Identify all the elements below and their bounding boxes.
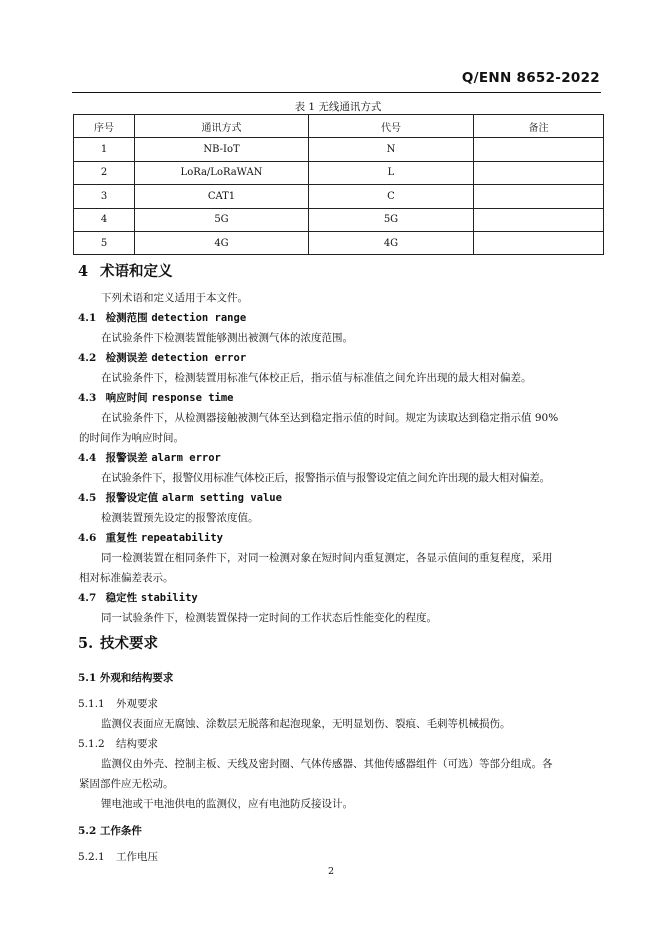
term-name-cn: 稳定性: [105, 592, 138, 604]
table-header-cell: 代号: [309, 115, 474, 138]
section-5-heading: [78, 632, 158, 653]
table-cell: [474, 208, 604, 231]
term-4-6-definition-line1: 同一检测装置在相同条件下，对同一检测对象在短时间内重复测定，各显示值间的重复程度，采用: [101, 552, 553, 564]
section-title: 技术要求: [100, 635, 158, 652]
wireless-communication-table: [73, 114, 604, 255]
table-row: [74, 138, 604, 161]
term-name-cn: 检测误差: [105, 352, 148, 364]
table-row: [74, 185, 604, 208]
section-title: 结构要求: [116, 738, 158, 750]
term-4-6-definition-line2: 相对标准偏差表示。: [79, 572, 174, 584]
section-number: 5.: [78, 635, 94, 652]
term-4-5-heading: [78, 490, 282, 505]
term-number: 4.5: [78, 492, 97, 504]
term-4-3-heading: [78, 390, 234, 405]
term-name-en: alarm setting value: [161, 492, 282, 504]
term-4-4-definition: 在试验条件下，报警仪用标准气体校正后，报警指示值与报警设定值之间允许出现的最大相对偏差。: [101, 472, 550, 484]
table-cell: [474, 185, 604, 208]
term-name-en: alarm error: [151, 452, 221, 464]
section-5-2-1-heading: [78, 849, 158, 864]
section-5-1-1-heading: [78, 696, 158, 711]
section-4-intro: 下列术语和定义适用于本文件。: [101, 292, 248, 304]
term-4-4-heading: [78, 450, 221, 465]
term-number: 4.7: [78, 592, 97, 604]
section-title: 工作电压: [116, 851, 158, 863]
table-cell: 4G: [135, 231, 309, 254]
table-cell: 5G: [135, 208, 309, 231]
section-number: 4: [78, 263, 89, 280]
table-cell: N: [309, 138, 474, 161]
term-number: 4.1: [78, 312, 97, 324]
table-cell: 2: [74, 161, 135, 184]
term-name-cn: 检测范围: [105, 312, 148, 324]
section-5-1-2-heading: [78, 736, 158, 751]
section-5-1-2-body-line1: 监测仪由外壳、控制主板、天线及密封圈、气体传感器、其他传感器组件（可选）等部分组成。各: [101, 758, 553, 770]
term-name-en: response time: [151, 392, 234, 404]
table-header-cell: 序号: [74, 115, 135, 138]
table-cell: NB-IoT: [135, 138, 309, 161]
term-4-5-definition: 检测装置预先设定的报警浓度值。: [101, 512, 259, 524]
table-header-cell: 通讯方式: [135, 115, 309, 138]
document-number: Q/ENN 8652-2022: [461, 70, 600, 86]
table-cell: 5: [74, 231, 135, 254]
section-5-2-heading: [78, 823, 142, 838]
term-4-3-definition-line2: 的时间作为响应时间。: [79, 432, 184, 444]
table-row: [74, 161, 604, 184]
table-cell: [474, 231, 604, 254]
table-cell: [474, 161, 604, 184]
section-4-heading: [78, 260, 173, 281]
section-title: 工作条件: [99, 825, 142, 837]
term-name-en: stability: [140, 592, 198, 604]
section-number: 5.2: [78, 825, 97, 837]
term-name-en: detection error: [151, 352, 247, 364]
term-name-en: detection range: [151, 312, 247, 324]
term-4-3-definition-line1: 在试验条件下，从检测器接触被测气体至达到稳定指示值的时间。规定为读取达到稳定指示值 90%: [101, 412, 559, 424]
term-name-cn: 响应时间: [105, 392, 148, 404]
term-name-cn: 报警设定值: [105, 492, 159, 504]
table-caption: 表 1 无线通讯方式: [294, 101, 382, 113]
section-5-1-1-body: 监测仪表面应无腐蚀、涂数层无脱落和起泡现象，无明显划伤、裂痕、毛刺等机械损伤。: [101, 718, 511, 730]
section-5-1-heading: [78, 670, 173, 685]
table-cell: 4G: [309, 231, 474, 254]
term-number: 4.2: [78, 352, 97, 364]
table-cell: L: [309, 161, 474, 184]
section-title: 外观要求: [116, 698, 158, 710]
section-5-1-2-body-para2: 锂电池或干电池供电的监测仪，应有电池防反接设计。: [101, 798, 353, 810]
term-4-7-definition: 同一试验条件下，检测装置保持一定时间的工作状态后性能变化的程度。: [101, 612, 437, 624]
section-5-1-2-body-line2: 紧固部件应无松动。: [79, 778, 174, 790]
table-row: [74, 208, 604, 231]
table-cell: 5G: [309, 208, 474, 231]
table-cell: 3: [74, 185, 135, 208]
section-number: 5.2.1: [78, 851, 105, 863]
table-cell: 4: [74, 208, 135, 231]
term-number: 4.4: [78, 452, 97, 464]
table-header-row: [74, 115, 604, 138]
table-cell: 1: [74, 138, 135, 161]
table-cell: C: [309, 185, 474, 208]
table-row: [74, 231, 604, 254]
term-name-cn: 报警误差: [105, 452, 148, 464]
term-4-2-definition: 在试验条件下，检测装置用标准气体校正后，指示值与标准值之间允许出现的最大相对偏差。: [101, 372, 532, 384]
term-name-cn: 重复性: [105, 532, 138, 544]
table-cell: CAT1: [135, 185, 309, 208]
table-cell: [474, 138, 604, 161]
term-4-1-definition: 在试验条件下检测装置能够测出被测气体的浓度范围。: [101, 332, 353, 344]
section-number: 5.1.1: [78, 698, 105, 710]
header-rule: [72, 92, 601, 93]
section-title: 术语和定义: [100, 263, 173, 280]
page-number: 2: [327, 866, 335, 877]
term-4-6-heading: [78, 530, 223, 545]
section-number: 5.1.2: [78, 738, 105, 750]
term-name-en: repeatability: [140, 532, 223, 544]
section-number: 5.1: [78, 672, 97, 684]
table-cell: LoRa/LoRaWAN: [135, 161, 309, 184]
term-4-2-heading: [78, 350, 246, 365]
term-number: 4.3: [78, 392, 97, 404]
table-header-cell: 备注: [474, 115, 604, 138]
term-number: 4.6: [78, 532, 97, 544]
term-4-1-heading: [78, 310, 246, 325]
term-4-7-heading: [78, 590, 198, 605]
section-title: 外观和结构要求: [99, 672, 174, 684]
